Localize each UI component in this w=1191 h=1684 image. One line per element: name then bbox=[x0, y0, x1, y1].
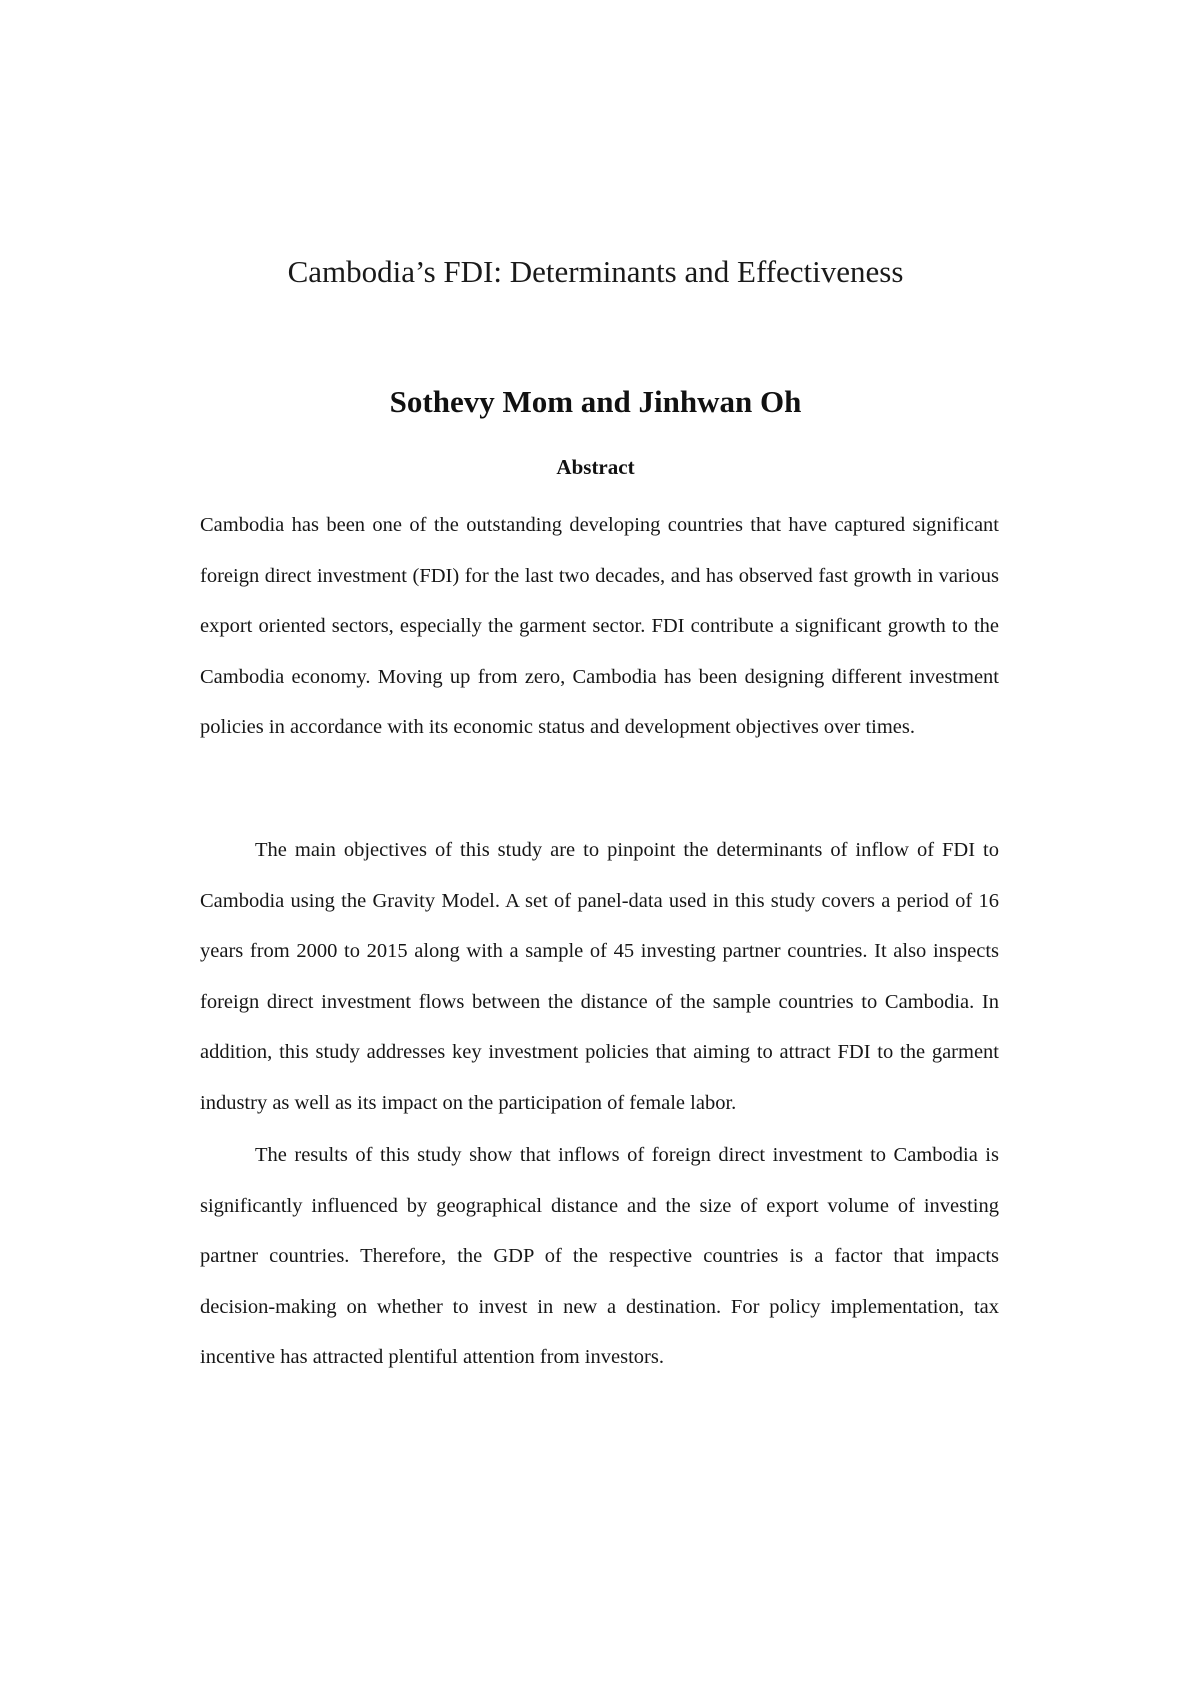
paper-title: Cambodia’s FDI: Determinants and Effectiveness bbox=[287, 254, 904, 289]
abstract-paragraph: The results of this study show that inflows of foreign direct investment to Cambodia is significantly influenced by geographical distance and the size of export volume of investing partner countries. Therefore, the GDP of the respective countries is a factor that impacts decision-making on whether to invest in new a destination. For policy implementation, tax incentive has attracted plentiful attention from investors. bbox=[200, 1144, 999, 1368]
paper-authors: Sothevy Mom and Jinhwan Oh bbox=[389, 384, 802, 419]
abstract-paragraph: The main objectives of this study are to pinpoint the determinants of inflow of FDI to Cambodia using the Gravity Model. A set of panel-data used in this study covers a period of 16 years from 2000 to 2015 along with a sample of 45 investing partner countries. It also inspects foreign direct investment flows between the distance of the sample countries to Cambodia. In addition, this study addresses key investment policies that aiming to attract FDI to the garment industry as well as its impact on the participation of female labor. bbox=[200, 839, 999, 1114]
abstract-paragraph: Cambodia has been one of the outstanding developing countries that have captured significant foreign direct investment (FDI) for the last two decades, and has observed fast growth in various export oriented sectors, especially the garment sector. FDI contribute a significant growth to the Cambodia economy. Moving up from zero, Cambodia has been designing different investment policies in accordance with its economic status and development objectives over times. bbox=[200, 514, 999, 738]
abstract-heading: Abstract bbox=[556, 455, 635, 479]
